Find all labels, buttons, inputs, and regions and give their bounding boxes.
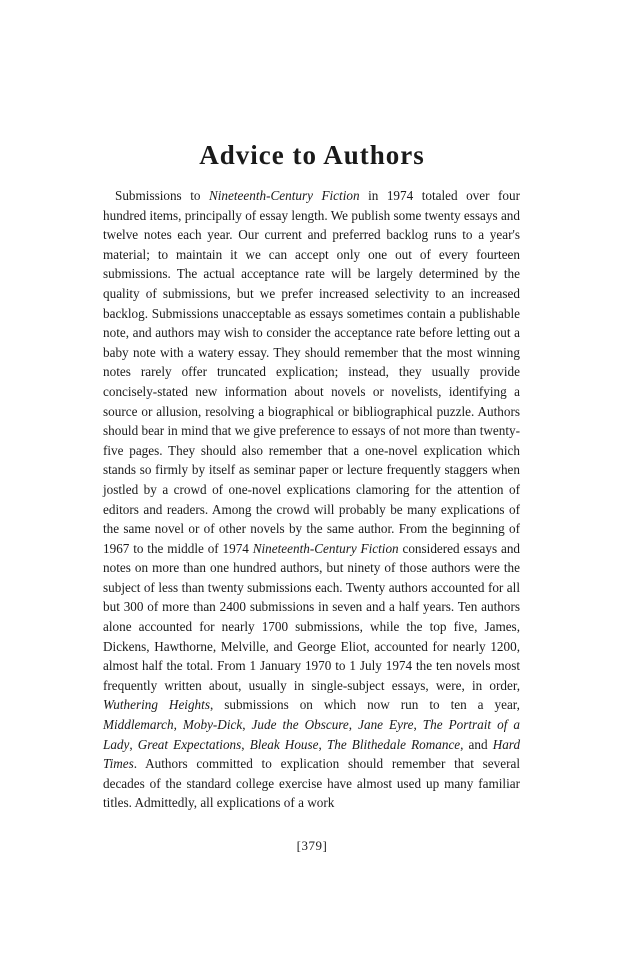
text-run: Submissions to bbox=[115, 188, 209, 203]
italic-title: The Blithedale Romance bbox=[326, 736, 461, 752]
text-run: . Authors committed to explication should remember that several decades of the standard college exercise have almost used up many familiar titles. Admittedly, all explications of a work bbox=[103, 756, 520, 811]
body-text bbox=[103, 186, 520, 813]
text-run: , bbox=[318, 736, 327, 752]
text-run: , bbox=[348, 717, 359, 733]
text-run: , and bbox=[460, 736, 493, 752]
text-run: , bbox=[413, 717, 423, 733]
italic-title: Jude the Obscure bbox=[251, 717, 349, 733]
text-run: , bbox=[173, 717, 183, 733]
italic-title: Middlemarch bbox=[103, 717, 174, 733]
text-run: considered essays and notes on more than one hundred authors, but ninety of those authors were the subject of less than twenty submissions each. Twenty authors accounted for all but 300 of more than 2400 submissions in seven and a half years. Ten authors alone accounted for nearly 1700 submissions, while the top five, James, Dickens, Hawthorne, Melville, and George Eliot, accounted for nearly 1200, almost half the total. From 1 January 1970 to 1 July 1974 the ten novels most frequently written about, usually in single-subject essays, were, in order, bbox=[103, 540, 521, 693]
text-run: , submissions on which now run to ten a year, bbox=[209, 697, 520, 713]
italic-title: Nineteenth-Century Fiction bbox=[252, 540, 399, 556]
italic-title: Moby-Dick bbox=[182, 717, 243, 733]
italic-title: Bleak House bbox=[249, 736, 319, 752]
italic-title: The Portrait of a Lady bbox=[103, 717, 520, 752]
text-run: , bbox=[129, 736, 138, 752]
italic-title: Great Expectations bbox=[137, 736, 242, 752]
page-title: Advice to Authors bbox=[199, 140, 425, 170]
italic-title: Hard Times bbox=[103, 736, 521, 772]
italic-title: Wuthering Heights bbox=[103, 697, 210, 713]
italic-title: Jane Eyre bbox=[358, 717, 414, 733]
text-run: , bbox=[241, 736, 250, 752]
text-run: , bbox=[242, 717, 252, 733]
italic-title: Nineteenth-Century Fiction bbox=[208, 188, 360, 203]
page-number: [379] bbox=[296, 838, 328, 853]
text-run: in 1974 totaled over four hundred items, principally of essay length. We publish some twenty essays and twelve notes each year. Our current and preferred backlog runs to a year's material; to maintain it we can accept only one out of every fourteen submissions. The actual acceptance rate will be largely determined by the quality of submissions, but we prefer increased selectivity to an increased backlog. Submissions unacceptable as essays sometimes contain a publishable note, and authors may wish to consider the acceptance rate before letting out a baby note with a watery essay. They should remember that the most winning notes rarely offer truncated explication; instead, they usually provide concisely-stated new information about novels or novelists, identifying a source or allusion, resolving a biographical or bibliographical puzzle. Authors should bear in mind that we give preference to essays of not more than twenty-five pages. They should also remember that a one-novel explication which stands so firmly by itself as seminar paper or lecture frequently staggers when jostled by a crowd of one-novel explications clamoring for the attention of editors and readers. Among the crowd will probably be many explications of the same novel or of other novels by the same author. From the beginning of 1967 to the middle of 1974 bbox=[103, 188, 520, 556]
paragraph bbox=[103, 186, 520, 813]
